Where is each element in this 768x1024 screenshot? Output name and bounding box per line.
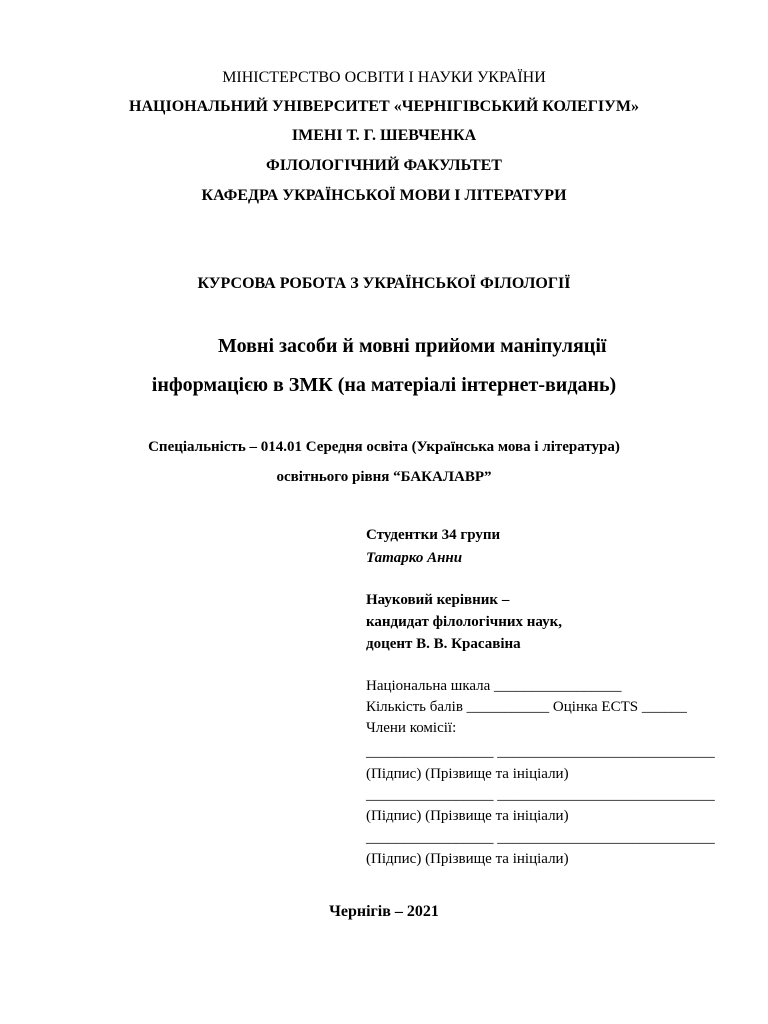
supervisor-name: В. В. Красавіна xyxy=(416,636,521,652)
supervisor-role: Науковий керівник – xyxy=(366,592,510,608)
signature-caption: (Підпис) (Прізвище та ініціали) xyxy=(366,851,569,867)
supervisor-position: доцент xyxy=(366,636,413,652)
student-group: Студентки 34 групи xyxy=(366,527,501,543)
supervisor-degree: кандидат філологічних наук, xyxy=(366,614,563,630)
national-scale-field: Національна шкала _________________ xyxy=(366,678,622,694)
signature-caption: (Підпис) (Прізвище та ініціали) xyxy=(366,766,569,782)
supervisor-line xyxy=(366,636,521,653)
signature-line: _________________ _____________________________ xyxy=(366,744,715,760)
education-level-line: освітнього рівня “БАКАЛАВР” xyxy=(276,469,492,485)
points-ects-field: Кількість балів ___________ Оцінка ECTS ______ xyxy=(366,699,687,715)
title-line-2: інформацією в ЗМК (на матеріалі інтернет-видань) xyxy=(151,374,617,396)
ministry-heading: МІНІСТЕРСТВО ОСВІТИ І НАУКИ УКРАЇНИ xyxy=(222,69,546,86)
committee-label: Члени комісії: xyxy=(366,720,457,736)
student-name: Татарко Анни xyxy=(366,550,463,566)
city-year: Чернігів – 2021 xyxy=(329,903,439,920)
named-after-heading: ІМЕНІ Т. Г. ШЕВЧЕНКА xyxy=(291,127,477,144)
signature-line: _________________ _____________________________ xyxy=(366,830,715,846)
specialty-line: Спеціальність – 014.01 Середня освіта (Українська мова і література) xyxy=(148,439,620,455)
signature-caption: (Підпис) (Прізвище та ініціали) xyxy=(366,808,569,824)
university-heading: НАЦІОНАЛЬНИЙ УНІВЕРСИТЕТ «ЧЕРНІГІВСЬКИЙ КОЛЕГІУМ» xyxy=(129,98,639,115)
work-type-heading: КУРСОВА РОБОТА З УКРАЇНСЬКОЇ ФІЛОЛОГІЇ xyxy=(197,275,571,292)
department-heading: КАФЕДРА УКРАЇНСЬКОЇ МОВИ І ЛІТЕРАТУРИ xyxy=(201,187,567,204)
signature-line: _________________ _____________________________ xyxy=(366,787,715,803)
title-line-1: Мовні засоби й мовні прийоми маніпуляції xyxy=(218,335,607,357)
faculty-heading: ФІЛОЛОГІЧНИЙ ФАКУЛЬТЕТ xyxy=(266,157,502,174)
